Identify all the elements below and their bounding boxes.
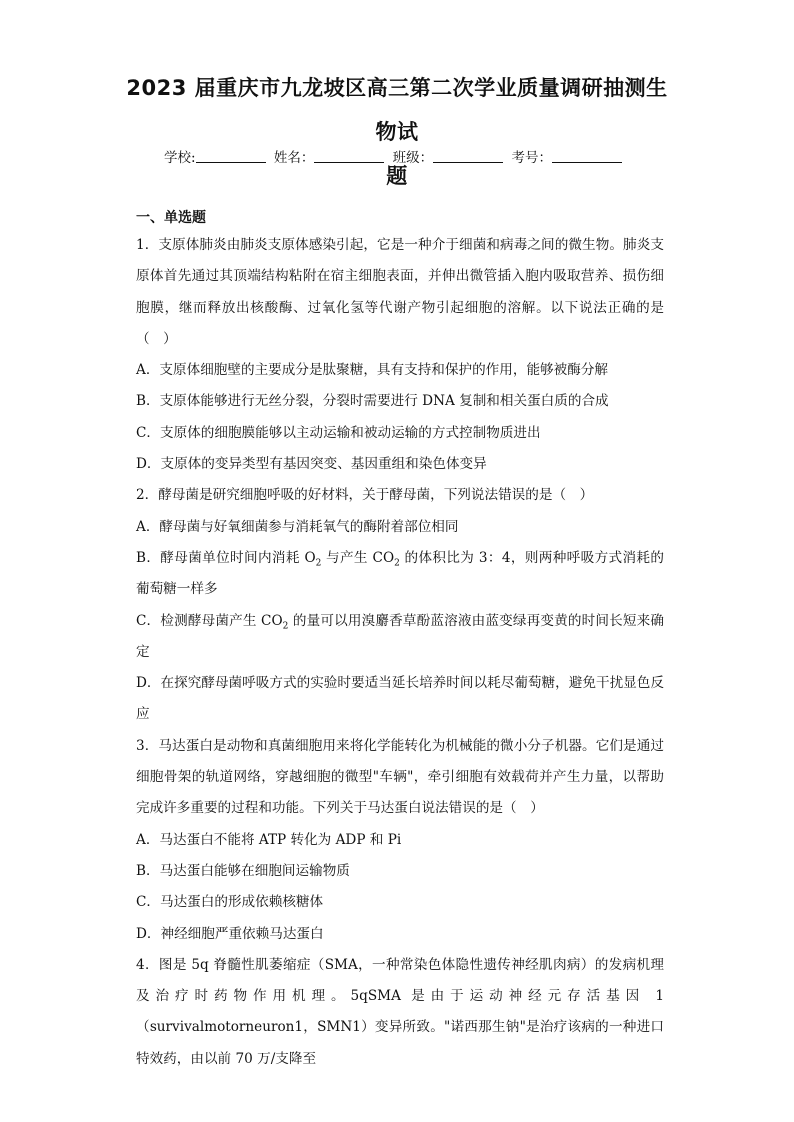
school-label: 学校:: [164, 150, 196, 166]
school-blank[interactable]: [196, 150, 266, 163]
question-1-option-c: C．支原体的细胞膜能够以主动运输和被动运输的方式控制物质进出: [136, 424, 541, 441]
section-heading: 一、单选题: [136, 210, 206, 226]
number-blank[interactable]: [552, 150, 622, 163]
question-2-stem: 2．酵母菌是研究细胞呼吸的好材料，关于酵母菌，下列说法错误的是（ ）: [136, 487, 594, 504]
name-blank[interactable]: [314, 150, 384, 163]
exam-title: [120, 66, 674, 198]
student-info-line: [164, 146, 626, 166]
question-2-option-c: C．检测酵母菌产生 $CO_2$ 的量可以用溴麝香草酚蓝溶液由蓝变绿再变黄的时间长短来确定: [136, 612, 664, 660]
question-3-option-d: D．神经细胞严重依赖马达蛋白: [136, 925, 324, 942]
question-3-option-b: B．马达蛋白能够在细胞间运输物质: [136, 862, 350, 879]
question-2-option-b: B．酵母菌单位时间内消耗 $O_2$ 与产生 $CO_2$ 的体积比为 3：4，则两种呼吸方式消耗的葡萄糖一样多: [136, 549, 664, 598]
question-1-option-d: D．支原体的变异类型有基因突变、基因重组和染色体变异: [136, 456, 487, 473]
question-4-stem: 4．图是 5q 脊髓性肌萎缩症（SMA，一种常染色体隐性遗传神经肌肉病）的发病机理及治疗时药物作用机理。5qSMA 是由于运动神经元存活基因 1（survivalmotorneuron1，SMN1）变异所致。"诺西那生钠"是治疗该病的一种进口特效药，由以前 70 万/支降至: [136, 956, 664, 1067]
class-label: 班级：: [392, 150, 434, 166]
title-line-2: 题: [386, 164, 408, 188]
question-1-option-a: A．支原体细胞壁的主要成分是肽聚糖，具有支持和保护的作用，能够被酶分解: [136, 362, 609, 379]
question-2-option-d: D．在探究酵母菌呼吸方式的实验时要适当延长培养时间以耗尽葡萄糖，避免干扰显色反应: [136, 675, 664, 723]
question-3-option-a: A．马达蛋白不能将 ATP 转化为 ADP 和 Pi: [136, 831, 402, 848]
questions: [136, 230, 664, 1075]
question-3-stem: 3．马达蛋白是动物和真菌细胞用来将化学能转化为机械能的微小分子机器。它们是通过细胞骨架的轨道网络，穿越细胞的微型"车辆"，牵引细胞有效载荷并产生力量，以帮助完成许多重要的过程和功能。下列关于马达蛋白说法错误的是（ ）: [136, 737, 664, 817]
question-3-option-c: C．马达蛋白的形成依赖核糖体: [136, 894, 324, 911]
question-1-stem: 1．支原体肺炎由肺炎支原体感染引起，它是一种介于细菌和病毒之间的微生物。肺炎支原体首先通过其顶端结构粘附在宿主细胞表面，并伸出微管插入胞内吸取营养、损伤细胞膜，继而释放出核酸酶、过氧化氢等代谢产物引起细胞的溶解。以下说法正确的是（ ）: [136, 237, 664, 347]
class-blank[interactable]: [433, 150, 503, 163]
question-1-option-b: B．支原体能够进行无丝分裂，分裂时需要进行 DNA 复制和相关蛋白质的合成: [136, 393, 609, 410]
question-2-option-a: A．酵母菌与好氧细菌参与消耗氧气的酶附着部位相同: [136, 518, 459, 535]
name-label: 姓名：: [273, 150, 315, 166]
title-line-1: 2023 届重庆市九龙坡区高三第二次学业质量调研抽测生物试: [126, 76, 668, 144]
number-label: 考号：: [511, 150, 552, 166]
